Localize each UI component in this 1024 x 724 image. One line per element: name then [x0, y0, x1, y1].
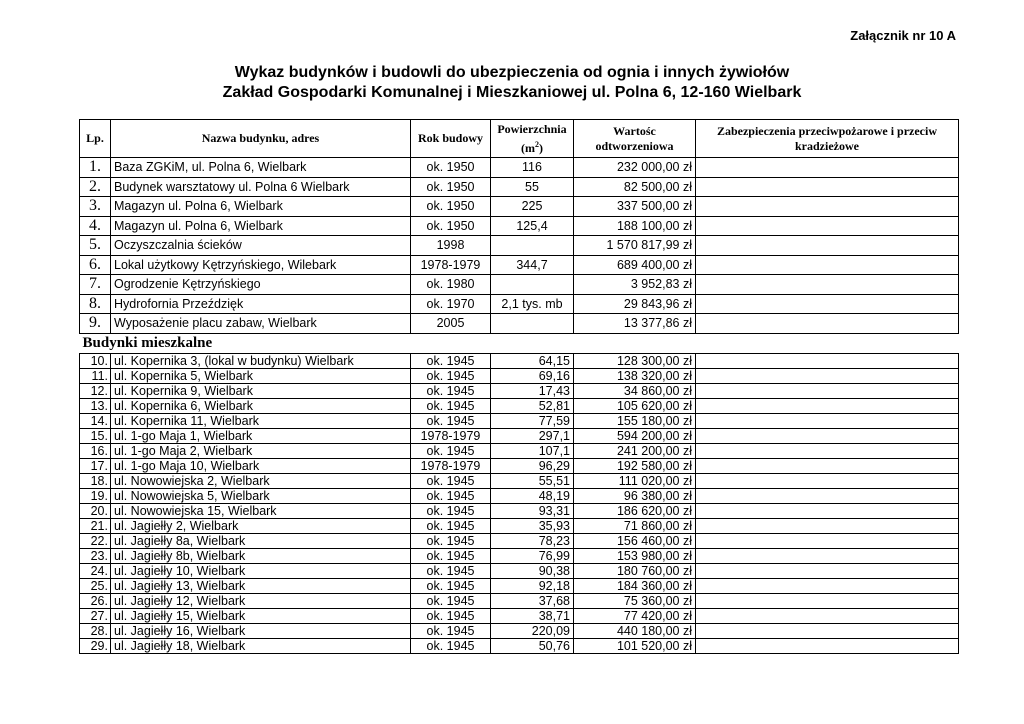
building-name: Magazyn ul. Polna 6, Wielbark — [111, 216, 411, 236]
build-year: ok. 1950 — [411, 158, 491, 178]
building-name: ul. Nowowiejska 2, Wielbark — [111, 473, 411, 488]
row-number: 7. — [80, 275, 111, 295]
security-cell — [696, 294, 959, 314]
build-year: 1978-1979 — [411, 458, 491, 473]
security-cell — [696, 255, 959, 275]
table-row — [80, 177, 959, 197]
security-cell — [696, 518, 959, 533]
area-value: 96,29 — [491, 458, 574, 473]
area-value: 93,31 — [491, 503, 574, 518]
build-year: ok. 1970 — [411, 294, 491, 314]
replacement-value: 96 380,00 zł — [574, 488, 696, 503]
build-year: 2005 — [411, 314, 491, 334]
building-name: ul. Kopernika 11, Wielbark — [111, 413, 411, 428]
area-value: 17,43 — [491, 383, 574, 398]
build-year: ok. 1945 — [411, 518, 491, 533]
row-number: 16. — [80, 443, 111, 458]
security-cell — [696, 275, 959, 295]
row-number: 29. — [80, 638, 111, 653]
replacement-value: 1 570 817,99 zł — [574, 236, 696, 256]
build-year: ok. 1950 — [411, 216, 491, 236]
building-name: ul. Kopernika 5, Wielbark — [111, 368, 411, 383]
replacement-value: 241 200,00 zł — [574, 443, 696, 458]
building-name: ul. Jagiełły 13, Wielbark — [111, 578, 411, 593]
build-year: ok. 1945 — [411, 548, 491, 563]
area-value: 52,81 — [491, 398, 574, 413]
build-year: ok. 1945 — [411, 413, 491, 428]
table-row — [80, 443, 959, 458]
table-row — [80, 236, 959, 256]
security-cell — [696, 593, 959, 608]
build-year: ok. 1945 — [411, 533, 491, 548]
row-number: 15. — [80, 428, 111, 443]
table-row — [80, 398, 959, 413]
replacement-value: 184 360,00 zł — [574, 578, 696, 593]
replacement-value: 13 377,86 zł — [574, 314, 696, 334]
section-row — [80, 333, 959, 353]
building-name: Wyposażenie placu zabaw, Wielbark — [111, 314, 411, 334]
col-header-lp: Lp. — [80, 120, 111, 158]
building-name: Ogrodzenie Kętrzyńskiego — [111, 275, 411, 295]
build-year: ok. 1945 — [411, 623, 491, 638]
building-name: Magazyn ul. Polna 6, Wielbark — [111, 197, 411, 217]
table-row — [80, 578, 959, 593]
security-cell — [696, 177, 959, 197]
building-name: Budynek warsztatowy ul. Polna 6 Wielbark — [111, 177, 411, 197]
build-year: ok. 1945 — [411, 593, 491, 608]
row-number: 8. — [80, 294, 111, 314]
security-cell — [696, 578, 959, 593]
build-year: ok. 1945 — [411, 578, 491, 593]
row-number: 28. — [80, 623, 111, 638]
build-year: ok. 1945 — [411, 383, 491, 398]
security-cell — [696, 383, 959, 398]
main-rows — [80, 158, 959, 334]
row-number: 3. — [80, 197, 111, 217]
building-name: ul. Jagiełły 16, Wielbark — [111, 623, 411, 638]
building-name: ul. Jagiełły 12, Wielbark — [111, 593, 411, 608]
area-value: 48,19 — [491, 488, 574, 503]
build-year: ok. 1950 — [411, 197, 491, 217]
col-header-name: Nazwa budynku, adres — [111, 120, 411, 158]
area-value: 225 — [491, 197, 574, 217]
row-number: 4. — [80, 216, 111, 236]
table-row — [80, 518, 959, 533]
build-year: ok. 1980 — [411, 275, 491, 295]
area-value — [491, 314, 574, 334]
replacement-value: 594 200,00 zł — [574, 428, 696, 443]
row-number: 25. — [80, 578, 111, 593]
building-name: ul. Kopernika 9, Wielbark — [111, 383, 411, 398]
replacement-value: 440 180,00 zł — [574, 623, 696, 638]
table-row — [80, 383, 959, 398]
build-year: ok. 1945 — [411, 638, 491, 653]
table-row — [80, 563, 959, 578]
col-header-year: Rok budowy — [411, 120, 491, 158]
table-row — [80, 548, 959, 563]
replacement-value: 337 500,00 zł — [574, 197, 696, 217]
security-cell — [696, 458, 959, 473]
security-cell — [696, 216, 959, 236]
replacement-value: 155 180,00 zł — [574, 413, 696, 428]
security-cell — [696, 563, 959, 578]
table-row — [80, 593, 959, 608]
building-name: Baza ZGKiM, ul. Polna 6, Wielbark — [111, 158, 411, 178]
table-row — [80, 255, 959, 275]
row-number: 11. — [80, 368, 111, 383]
build-year: ok. 1945 — [411, 608, 491, 623]
table-row — [80, 533, 959, 548]
replacement-value: 75 360,00 zł — [574, 593, 696, 608]
table-row — [80, 503, 959, 518]
replacement-value: 156 460,00 zł — [574, 533, 696, 548]
col-header-security: Zabezpieczenia przeciwpożarowe i przeciw kradzieżowe — [696, 120, 959, 158]
security-cell — [696, 158, 959, 178]
building-name: ul. Jagiełły 15, Wielbark — [111, 608, 411, 623]
area-header-label: Powierzchnia — [497, 121, 567, 136]
area-value: 35,93 — [491, 518, 574, 533]
replacement-value: 186 620,00 zł — [574, 503, 696, 518]
building-name: ul. Kopernika 3, (lokal w budynku) Wielbark — [111, 353, 411, 368]
area-value: 55 — [491, 177, 574, 197]
row-number: 23. — [80, 548, 111, 563]
security-cell — [696, 533, 959, 548]
table-row — [80, 428, 959, 443]
row-number: 22. — [80, 533, 111, 548]
building-name: ul. Kopernika 6, Wielbark — [111, 398, 411, 413]
replacement-value: 101 520,00 zł — [574, 638, 696, 653]
area-value: 37,68 — [491, 593, 574, 608]
area-value: 220,09 — [491, 623, 574, 638]
building-name: ul. Jagiełły 18, Wielbark — [111, 638, 411, 653]
area-value: 55,51 — [491, 473, 574, 488]
build-year: 1978-1979 — [411, 255, 491, 275]
replacement-value: 82 500,00 zł — [574, 177, 696, 197]
replacement-value: 153 980,00 zł — [574, 548, 696, 563]
col-header-value: Wartośc odtworzeniowa — [574, 120, 696, 158]
table-row — [80, 314, 959, 334]
row-number: 9. — [80, 314, 111, 334]
area-value: 64,15 — [491, 353, 574, 368]
table-row — [80, 197, 959, 217]
buildings-table — [79, 119, 959, 654]
row-number: 27. — [80, 608, 111, 623]
replacement-value: 34 860,00 zł — [574, 383, 696, 398]
row-number: 14. — [80, 413, 111, 428]
building-name: ul. Jagiełły 8a, Wielbark — [111, 533, 411, 548]
row-number: 24. — [80, 563, 111, 578]
build-year: ok. 1945 — [411, 563, 491, 578]
building-name: ul. Jagiełły 10, Wielbark — [111, 563, 411, 578]
table-row — [80, 368, 959, 383]
replacement-value: 180 760,00 zł — [574, 563, 696, 578]
security-cell — [696, 413, 959, 428]
replacement-value: 77 420,00 zł — [574, 608, 696, 623]
security-cell — [696, 197, 959, 217]
table-row — [80, 158, 959, 178]
section-body — [80, 333, 959, 353]
replacement-value: 128 300,00 zł — [574, 353, 696, 368]
build-year: ok. 1950 — [411, 177, 491, 197]
row-number: 2. — [80, 177, 111, 197]
area-value: 92,18 — [491, 578, 574, 593]
replacement-value: 111 020,00 zł — [574, 473, 696, 488]
build-year: ok. 1945 — [411, 398, 491, 413]
table-row — [80, 458, 959, 473]
area-value: 78,23 — [491, 533, 574, 548]
table-row — [80, 216, 959, 236]
area-value: 69,16 — [491, 368, 574, 383]
replacement-value: 188 100,00 zł — [574, 216, 696, 236]
row-number: 6. — [80, 255, 111, 275]
building-name: ul. 1-go Maja 1, Wielbark — [111, 428, 411, 443]
residential-rows — [80, 353, 959, 653]
table-row — [80, 638, 959, 653]
security-cell — [696, 443, 959, 458]
table-row — [80, 623, 959, 638]
row-number: 18. — [80, 473, 111, 488]
table-row — [80, 294, 959, 314]
replacement-value: 29 843,96 zł — [574, 294, 696, 314]
table-header-row — [80, 120, 959, 158]
area-value: 90,38 — [491, 563, 574, 578]
building-name: Hydrofornia Przeździęk — [111, 294, 411, 314]
table-row — [80, 275, 959, 295]
row-number: 21. — [80, 518, 111, 533]
security-cell — [696, 638, 959, 653]
table-row — [80, 473, 959, 488]
replacement-value: 689 400,00 zł — [574, 255, 696, 275]
area-value — [491, 236, 574, 256]
col-header-area — [491, 120, 574, 158]
security-cell — [696, 428, 959, 443]
section-label: Budynki mieszkalne — [80, 333, 959, 353]
building-name: ul. 1-go Maja 10, Wielbark — [111, 458, 411, 473]
area-header-close: ) — [539, 140, 543, 155]
document-subtitle: Zakład Gospodarki Komunalnej i Mieszkaniowej ul. Polna 6, 12-160 Wielbark — [222, 84, 802, 101]
table-row — [80, 353, 959, 368]
row-number: 5. — [80, 236, 111, 256]
table-row — [80, 488, 959, 503]
area-value: 125,4 — [491, 216, 574, 236]
area-value: 344,7 — [491, 255, 574, 275]
area-value: 50,76 — [491, 638, 574, 653]
security-cell — [696, 353, 959, 368]
row-number: 17. — [80, 458, 111, 473]
security-cell — [696, 503, 959, 518]
security-cell — [696, 548, 959, 563]
building-name: Oczyszczalnia ścieków — [111, 236, 411, 256]
row-number: 1. — [80, 158, 111, 178]
building-name: ul. Nowowiejska 15, Wielbark — [111, 503, 411, 518]
security-cell — [696, 236, 959, 256]
security-cell — [696, 314, 959, 334]
security-cell — [696, 608, 959, 623]
build-year: ok. 1945 — [411, 503, 491, 518]
area-value: 77,59 — [491, 413, 574, 428]
replacement-value: 105 620,00 zł — [574, 398, 696, 413]
security-cell — [696, 368, 959, 383]
security-cell — [696, 473, 959, 488]
document-title: Wykaz budynków i budowli do ubezpieczenia od ognia i innych żywiołów — [234, 64, 790, 81]
area-value — [491, 275, 574, 295]
annex-label: Załącznik nr 10 A — [850, 28, 956, 43]
building-name: ul. 1-go Maja 2, Wielbark — [111, 443, 411, 458]
area-value: 297,1 — [491, 428, 574, 443]
area-value: 38,71 — [491, 608, 574, 623]
area-value: 76,99 — [491, 548, 574, 563]
security-cell — [696, 623, 959, 638]
table-row — [80, 413, 959, 428]
build-year: ok. 1945 — [411, 443, 491, 458]
row-number: 26. — [80, 593, 111, 608]
area-value: 2,1 tys. mb — [491, 294, 574, 314]
row-number: 10. — [80, 353, 111, 368]
building-name: Lokal użytkowy Kętrzyńskiego, Wilebark — [111, 255, 411, 275]
security-cell — [696, 398, 959, 413]
replacement-value: 192 580,00 zł — [574, 458, 696, 473]
row-number: 13. — [80, 398, 111, 413]
building-name: ul. Jagiełły 2, Wielbark — [111, 518, 411, 533]
replacement-value: 3 952,83 zł — [574, 275, 696, 295]
row-number: 20. — [80, 503, 111, 518]
replacement-value: 138 320,00 zł — [574, 368, 696, 383]
table-row — [80, 608, 959, 623]
build-year: ok. 1945 — [411, 488, 491, 503]
building-name: ul. Jagiełły 8b, Wielbark — [111, 548, 411, 563]
area-value: 107,1 — [491, 443, 574, 458]
row-number: 19. — [80, 488, 111, 503]
security-cell — [696, 488, 959, 503]
build-year: 1978-1979 — [411, 428, 491, 443]
build-year: ok. 1945 — [411, 353, 491, 368]
row-number: 12. — [80, 383, 111, 398]
area-value: 116 — [491, 158, 574, 178]
replacement-value: 71 860,00 zł — [574, 518, 696, 533]
area-header-sup: 2 — [535, 139, 539, 149]
replacement-value: 232 000,00 zł — [574, 158, 696, 178]
build-year: ok. 1945 — [411, 368, 491, 383]
build-year: ok. 1945 — [411, 473, 491, 488]
building-name: ul. Nowowiejska 5, Wielbark — [111, 488, 411, 503]
area-header-unit: (m — [521, 140, 535, 155]
build-year: 1998 — [411, 236, 491, 256]
